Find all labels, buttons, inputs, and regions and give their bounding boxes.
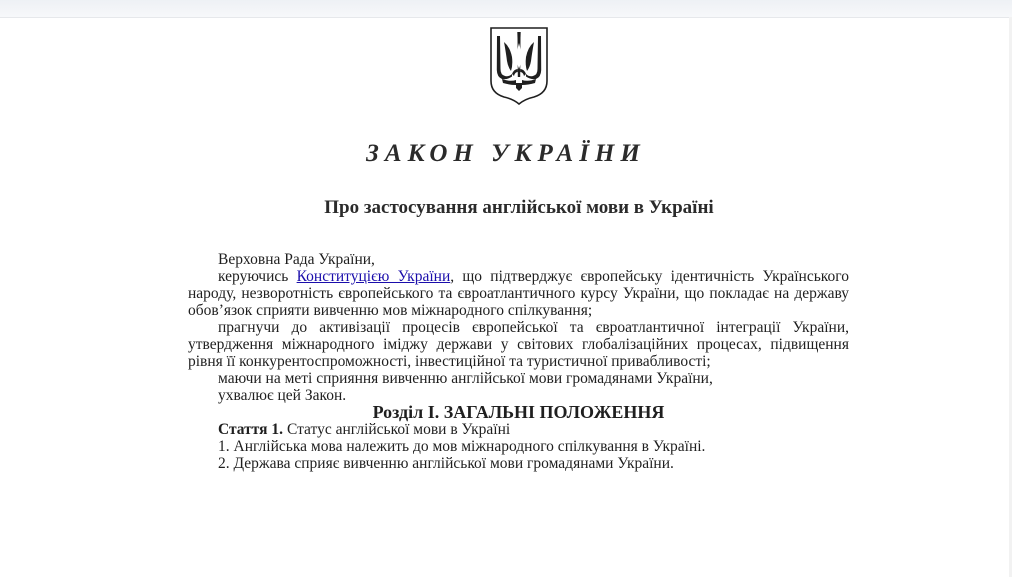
section-heading: Розділ I. ЗАГАЛЬНІ ПОЛОЖЕННЯ: [372, 402, 665, 422]
preamble-paragraph: прагнучи до активізації процесів європейської та євроатлантичної інтеграції України, утвердження міжнародного іміджу держави у світових глобалізаційних процесах, підвищення рівня її конкурентоспроможності, інвестиційної та туристичної привабливості;: [188, 319, 849, 370]
preamble-paragraph: Верховна Рада України,: [218, 251, 375, 268]
article-clause: 1. Англійська мова належить до мов міжнародного спілкування в Україні.: [218, 438, 706, 455]
article-number: Стаття 1.: [218, 421, 284, 438]
article-title: Статус англійської мови в Україні: [283, 421, 511, 438]
top-bar: [0, 0, 1012, 18]
law-title: ЗАКОН УКРАЇНИ: [366, 140, 646, 167]
preamble-text: , що підтверджує європейську ідентичність Українського народу, незворотність європейського та євроатлантичного курсу України, що покладає на державу обов’язок сприяти вивченню мов міжнародного спілкування;: [188, 268, 850, 319]
preamble-paragraph: [188, 268, 849, 319]
article-heading: [188, 421, 849, 438]
preamble-paragraph: маючи на меті сприяння вивченню англійської мови громадянами України,: [218, 370, 713, 387]
preamble-text: керуючись: [218, 268, 297, 285]
preamble-paragraph: ухвалює цей Закон.: [218, 387, 347, 404]
constitution-link[interactable]: Конституцією України: [296, 268, 451, 285]
law-body: [188, 251, 849, 472]
law-subtitle: Про застосування англійської мови в Україні: [324, 197, 714, 218]
article-clause: 2. Держава сприяє вивченню англійської мови громадянами України.: [218, 455, 674, 472]
coat-of-arms-icon: [488, 25, 550, 105]
